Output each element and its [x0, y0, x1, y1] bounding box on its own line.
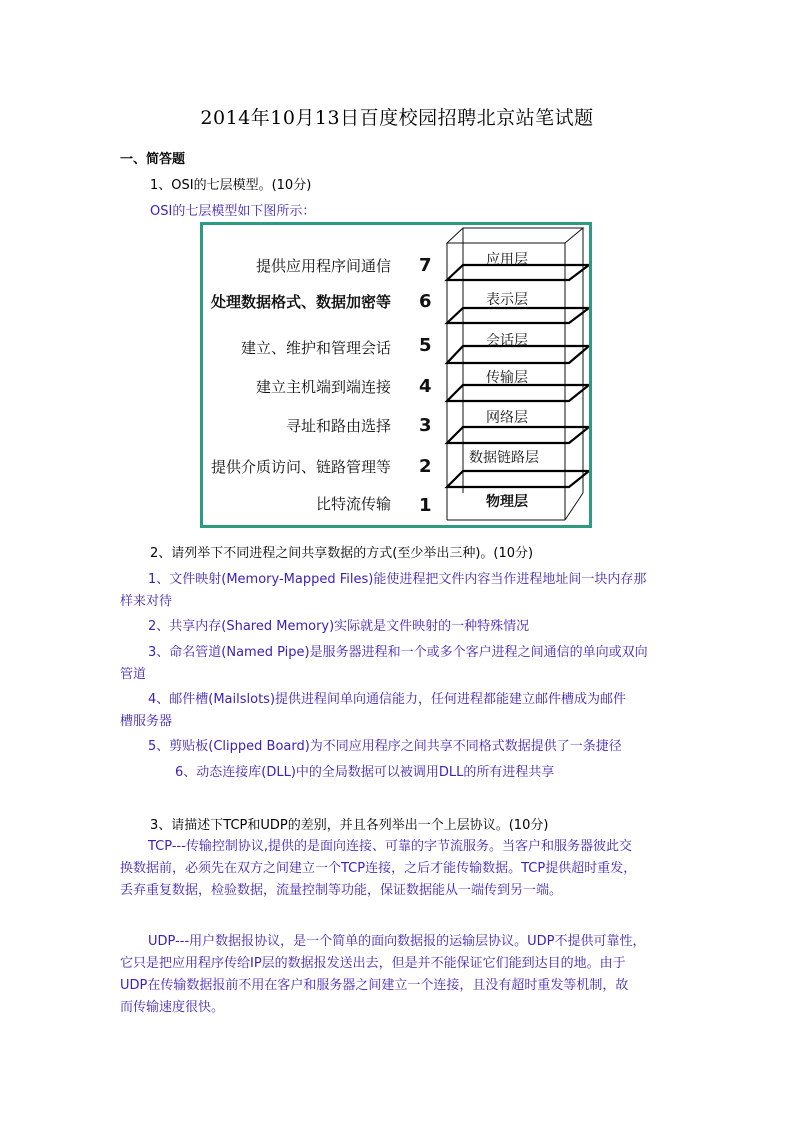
osi-layer-2: 数据链路层 — [469, 450, 539, 466]
tcp-line-2: 换数据前，必须先在双方之间建立一个TCP连接，之后才能传输数据。TCP提供超时重发， — [120, 861, 637, 876]
answer-2-item-1-line-2: 样来对待 — [120, 594, 173, 609]
osi-num-2: 2 — [419, 456, 432, 477]
answer-2-item-4-line-2: 槽服务器 — [120, 714, 173, 729]
osi-desc-3: 寻址和路由选择 — [285, 417, 391, 435]
question-3: 3、请描述下TCP和UDP的差别，并且各列举出一个上层协议。(10分) — [150, 818, 549, 833]
osi-num-6: 6 — [419, 291, 432, 312]
answer-2-item-3-line-1: 3、命名管道(Named Pipe)是服务器进程和一个或多个客户进程之间通信的单向或双向 — [148, 645, 648, 660]
udp-line-1: UDP---用户数据报协议，是一个简单的面向数据报的运输层协议。UDP不提供可靠性， — [148, 934, 646, 949]
osi-desc-4: 建立主机端到端连接 — [255, 378, 391, 396]
udp-line-3: UDP在传输数据报前不用在客户和服务器之间建立一个连接，且没有超时重发等机制，故 — [120, 978, 629, 993]
answer-2-item-5: 5、剪贴板(Clipped Board)为不同应用程序之间共享不同格式数据提供了一条捷径 — [148, 739, 622, 754]
page-title: 2014年10月13日百度校园招聘北京站笔试题 — [200, 107, 594, 129]
udp-line-4: 而传输速度很快。 — [120, 1000, 225, 1015]
osi-num-3: 3 — [419, 415, 432, 436]
osi-num-1: 1 — [419, 495, 432, 516]
section-heading: 一、简答题 — [120, 152, 186, 167]
osi-layer-3: 网络层 — [486, 410, 528, 426]
tcp-line-3: 丢弃重复数据，检验数据，流量控制等功能，保证数据能从一端传到另一端。 — [120, 883, 563, 898]
answer-2-item-4-line-1: 4、邮件槽(Mailslots)提供进程间单向通信能力，任何进程都能建立邮件槽成为邮件 — [148, 692, 627, 707]
osi-num-4: 4 — [419, 376, 432, 397]
question-2: 2、请列举下不同进程之间共享数据的方式(至少举出三种)。(10分) — [150, 546, 534, 561]
osi-layer-1: 物理层 — [486, 494, 528, 510]
osi-desc-6: 处理数据格式、数据加密等 — [210, 293, 391, 311]
answer-2-item-2: 2、共享内存(Shared Memory)实际就是文件映射的一种特殊情况 — [148, 619, 530, 634]
osi-layer-5: 会话层 — [486, 333, 528, 349]
answer-1-intro: OSI的七层模型如下图所示： — [150, 204, 316, 219]
answer-2-item-1-line-1: 1、文件映射(Memory-Mapped Files)能使进程把文件内容当作进程地址间一块内存那 — [148, 572, 647, 587]
answer-2-item-3-line-2: 管道 — [120, 667, 147, 682]
osi-num-5: 5 — [419, 335, 432, 356]
question-1: 1、OSI的七层模型。(10分) — [150, 178, 312, 193]
osi-desc-5: 建立、维护和管理会话 — [240, 339, 391, 357]
osi-layer-7: 应用层 — [486, 252, 528, 268]
udp-line-2: 它只是把应用程序传给IP层的数据报发送出去，但是并不能保证它们能到达目的地。由于 — [120, 956, 626, 971]
osi-layer-6: 表示层 — [486, 292, 528, 308]
osi-desc-7: 提供应用程序间通信 — [255, 257, 391, 275]
tcp-line-1: TCP---传输控制协议,提供的是面向连接、可靠的字节流服务。当客户和服务器彼此交 — [148, 839, 633, 854]
answer-2-item-6: 6、动态连接库(DLL)中的全局数据可以被调用DLL的所有进程共享 — [175, 765, 555, 780]
osi-desc-2: 提供介质访问、链路管理等 — [210, 458, 391, 476]
osi-desc-1: 比特流传输 — [315, 495, 391, 513]
osi-layer-4: 传输层 — [486, 370, 528, 386]
osi-model-figure — [200, 222, 592, 528]
osi-num-7: 7 — [419, 255, 432, 276]
